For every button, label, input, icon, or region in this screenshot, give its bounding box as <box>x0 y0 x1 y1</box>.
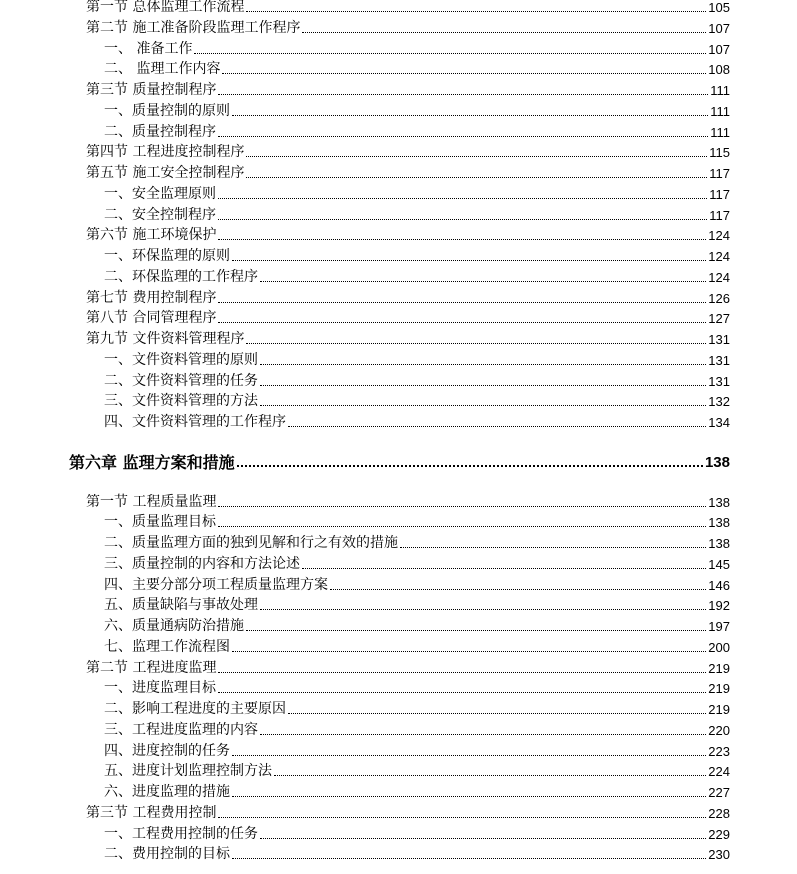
toc-entry-row <box>86 656 730 677</box>
toc-entry-title: 一、安全监理原则 <box>104 185 216 202</box>
toc-entry[interactable] <box>0 306 797 327</box>
toc-entry-title: 六、进度监理的措施 <box>104 784 230 800</box>
toc-entry-row <box>86 801 730 822</box>
toc-page-number: 227 <box>708 785 730 800</box>
toc-entry[interactable] <box>0 635 797 656</box>
toc-entry[interactable] <box>0 593 797 614</box>
dot-leader <box>400 546 706 548</box>
toc-entry[interactable] <box>0 510 797 531</box>
toc-entry-title: 二、影响工程进度的主要原因 <box>104 701 286 717</box>
toc-entry-title: 第五节 施工安全控制程序 <box>86 165 245 181</box>
toc-entry-title: 二、环保监理的工作程序 <box>104 268 258 285</box>
toc-page-number: 131 <box>708 352 730 368</box>
toc-entry-row <box>104 593 730 614</box>
dot-leader <box>232 795 706 797</box>
toc-entry-row <box>104 99 730 120</box>
toc-entry-row <box>104 510 730 531</box>
toc-entry[interactable] <box>0 552 797 573</box>
dot-leader <box>218 238 706 240</box>
toc-entry[interactable] <box>0 531 797 552</box>
toc-entry[interactable] <box>0 822 797 843</box>
toc-page-number: 111 <box>710 124 730 140</box>
dot-leader <box>218 505 706 507</box>
toc-page-number: 132 <box>708 394 730 410</box>
toc-entry-row <box>104 265 730 286</box>
toc-entry-title: 一、工程费用控制的任务 <box>104 825 258 842</box>
dot-leader <box>218 321 706 323</box>
toc-entry[interactable] <box>0 801 797 822</box>
toc-page-number: 131 <box>708 373 730 389</box>
toc-page-number: 224 <box>708 764 730 780</box>
toc-page-number: 192 <box>708 598 730 614</box>
toc-entry-title: 一、文件资料管理的原则 <box>104 351 258 368</box>
toc-entry-row <box>86 490 730 511</box>
toc-page-number: 229 <box>708 826 730 842</box>
dot-leader <box>218 135 708 137</box>
toc-entry-row <box>104 822 730 843</box>
dot-leader <box>246 176 707 178</box>
toc-page-number: 124 <box>708 269 730 285</box>
toc-entry-title: 二、费用控制的目标 <box>104 846 230 863</box>
toc-entry-row <box>104 369 730 390</box>
dot-leader <box>194 52 706 54</box>
dot-leader <box>232 259 706 261</box>
toc-entry-row <box>86 306 730 327</box>
toc-entry-title: 五、进度计划监理控制方法 <box>104 763 272 780</box>
toc-page-number: 108 <box>708 62 730 78</box>
toc-entry[interactable] <box>0 182 797 203</box>
dot-leader <box>218 816 706 818</box>
dot-leader <box>260 837 706 839</box>
toc-entry[interactable] <box>0 16 797 37</box>
dot-leader <box>288 712 706 714</box>
dot-leader <box>260 280 706 282</box>
toc-entry[interactable] <box>0 57 797 78</box>
toc-entry[interactable] <box>0 718 797 739</box>
dot-leader <box>302 567 706 569</box>
dot-leader <box>222 72 706 74</box>
dot-leader <box>246 342 706 344</box>
toc-page-number: 200 <box>708 639 730 655</box>
toc-entry-row <box>104 348 730 369</box>
toc-entry-title: 二、安全控制程序 <box>104 206 216 223</box>
toc-entry-row <box>86 327 730 348</box>
toc-entry-row <box>86 161 730 182</box>
toc-entry-title: 第六章 监理方案和措施 <box>69 452 235 472</box>
toc-entry-row <box>104 389 730 410</box>
dot-leader <box>237 464 703 467</box>
toc-entry-title: 四、主要分部分项工程质量监理方案 <box>104 576 328 593</box>
toc-entry-title: 五、质量缺陷与事故处理 <box>104 597 258 614</box>
toc-entry-title: 三、文件资料管理的方法 <box>104 393 258 410</box>
dot-leader <box>218 671 706 673</box>
dot-leader <box>232 754 706 756</box>
toc-page-number: 138 <box>708 515 730 531</box>
toc-entry[interactable] <box>0 244 797 265</box>
toc-entry-title: 四、文件资料管理的工作程序 <box>104 414 286 430</box>
toc-entry[interactable] <box>0 739 797 760</box>
toc-page-number: 124 <box>708 228 730 244</box>
toc-entry[interactable] <box>0 759 797 780</box>
toc-entry-title: 一、进度监理目标 <box>104 680 216 697</box>
toc-entry[interactable] <box>0 120 797 141</box>
toc-page-number: 127 <box>708 311 730 327</box>
toc-page-number: 134 <box>708 415 730 430</box>
toc-page-number: 117 <box>709 186 730 202</box>
toc-entry-title: 第四节 工程进度控制程序 <box>86 144 245 161</box>
toc-entry[interactable] <box>0 676 797 697</box>
toc-entry-title: 第七节 费用控制程序 <box>86 289 217 306</box>
toc-entry[interactable] <box>0 780 797 801</box>
toc-page-number: 105 <box>708 0 730 15</box>
toc-entry-title: 第三节 质量控制程序 <box>86 82 217 98</box>
toc-entry-title: 第一节 总体监理工作流程 <box>86 0 245 15</box>
toc-page-number: 138 <box>708 494 730 510</box>
toc-entry-title: 一、环保监理的原则 <box>104 248 230 264</box>
toc-entry-row <box>86 140 730 161</box>
toc-page-number: 117 <box>709 207 730 223</box>
toc-page-number: 145 <box>708 556 730 572</box>
toc-page-number: 115 <box>709 145 730 161</box>
toc-page-number: 219 <box>708 681 730 697</box>
toc-entry[interactable] <box>0 573 797 594</box>
toc-entry-row <box>104 57 730 78</box>
toc-entry[interactable] <box>0 203 797 224</box>
toc-entry-title: 二、质量控制程序 <box>104 123 216 140</box>
dot-leader <box>260 404 706 406</box>
toc-entry-title: 二、质量监理方面的独到见解和行之有效的措施 <box>104 535 398 551</box>
toc-entry[interactable] <box>0 140 797 161</box>
toc-page-number: 197 <box>708 619 730 634</box>
toc-page-number: 219 <box>708 702 730 717</box>
toc-entry-title: 二、 监理工作内容 <box>104 61 221 78</box>
toc-entry-title: 第八节 合同管理程序 <box>86 310 217 327</box>
toc-page-number: 111 <box>710 103 730 119</box>
toc-entry-row <box>104 120 730 141</box>
toc-entry-row <box>86 223 730 244</box>
toc-entry-title: 第三节 工程费用控制 <box>86 804 217 821</box>
toc-entry-row <box>104 37 730 58</box>
toc-entry[interactable] <box>0 490 797 511</box>
dot-leader <box>260 363 706 365</box>
toc-entry[interactable] <box>0 842 797 863</box>
toc-entry-title: 一、 准备工作 <box>104 40 193 57</box>
toc-page-number: 107 <box>708 41 730 57</box>
toc-page-number: 117 <box>709 166 730 181</box>
toc-page-number: 223 <box>708 743 730 759</box>
toc-entry-title: 一、质量监理目标 <box>104 514 216 531</box>
toc-entry-title: 七、监理工作流程图 <box>104 638 230 655</box>
toc-entry-row <box>104 573 730 594</box>
dot-leader <box>232 857 706 859</box>
toc-entry[interactable] <box>0 369 797 390</box>
toc-page-number: 107 <box>708 20 730 36</box>
toc-entry-title: 第二节 工程进度监理 <box>86 659 217 676</box>
toc-entry-row <box>104 244 730 265</box>
toc-entry[interactable] <box>0 286 797 307</box>
toc-page-number: 220 <box>708 722 730 738</box>
toc-entry-row <box>86 0 730 16</box>
toc-entry-row <box>104 676 730 697</box>
dot-leader <box>218 691 706 693</box>
dot-leader <box>232 114 708 116</box>
toc-page-number: 131 <box>708 332 730 347</box>
toc-entry[interactable] <box>0 656 797 677</box>
dot-leader <box>302 31 706 33</box>
dot-leader <box>330 588 706 590</box>
dot-leader <box>260 733 706 735</box>
toc-entry-row <box>104 739 730 760</box>
toc-page-number: 124 <box>708 249 730 264</box>
toc-page-number: 230 <box>708 847 730 863</box>
toc-entry-row <box>86 286 730 307</box>
toc-entry-row <box>104 552 730 573</box>
dot-leader <box>218 525 706 527</box>
toc-entry[interactable] <box>0 327 797 348</box>
toc-page-number: 146 <box>708 577 730 593</box>
toc-entry-row <box>104 780 730 801</box>
toc-entry-title: 第九节 文件资料管理程序 <box>86 331 245 347</box>
toc-entry[interactable] <box>0 223 797 244</box>
toc-entry[interactable] <box>0 348 797 369</box>
toc-entry[interactable] <box>0 265 797 286</box>
toc-entry[interactable] <box>0 389 797 410</box>
toc-entry-title: 第一节 工程质量监理 <box>86 493 217 510</box>
toc-entry-row <box>86 16 730 37</box>
toc-entry-row <box>104 531 730 552</box>
dot-leader <box>218 301 706 303</box>
toc-entry[interactable] <box>0 78 797 99</box>
dot-leader <box>246 629 706 631</box>
toc-entry[interactable] <box>0 0 797 16</box>
dot-leader <box>232 650 706 652</box>
toc-entry[interactable] <box>0 99 797 120</box>
toc-entry-title: 四、进度控制的任务 <box>104 742 230 759</box>
toc-entry[interactable] <box>0 697 797 718</box>
toc-entry-title: 第二节 施工准备阶段监理工作程序 <box>86 19 301 36</box>
toc-entry-title: 六、质量通病防治措施 <box>104 618 244 634</box>
toc-entry-row <box>104 697 730 718</box>
toc-page-number: 138 <box>708 536 730 551</box>
toc-entry-title: 第六节 施工环境保护 <box>86 227 217 244</box>
toc-chapter-entry[interactable] <box>0 451 797 472</box>
toc-entry-row <box>86 78 730 99</box>
toc-entry-row <box>104 614 730 635</box>
toc-entry[interactable] <box>0 161 797 182</box>
toc-entry-row <box>104 759 730 780</box>
dot-leader <box>260 384 706 386</box>
dot-leader <box>246 155 707 157</box>
toc-page-number: 219 <box>708 660 730 676</box>
toc-entry-title: 一、质量控制的原则 <box>104 102 230 119</box>
toc-entry[interactable] <box>0 614 797 635</box>
toc-entry-row <box>104 842 730 863</box>
dot-leader <box>218 93 708 95</box>
toc-entry-title: 二、文件资料管理的任务 <box>104 372 258 389</box>
dot-leader <box>288 425 706 427</box>
toc-entry[interactable] <box>0 37 797 58</box>
toc-page-number: 228 <box>708 805 730 821</box>
toc-entry-row <box>104 635 730 656</box>
toc-entry[interactable] <box>0 410 797 431</box>
dot-leader <box>274 774 706 776</box>
toc-entry-row <box>104 203 730 224</box>
toc-entry-row <box>104 182 730 203</box>
toc-page-number: 126 <box>708 290 730 306</box>
toc-entry-row <box>104 718 730 739</box>
toc-page-number: 138 <box>704 453 730 471</box>
dot-leader <box>246 10 706 12</box>
dot-leader <box>260 608 706 610</box>
toc-entry-row <box>69 451 730 472</box>
toc-entry-row <box>104 410 730 431</box>
dot-leader <box>218 197 707 199</box>
toc-entry-title: 三、质量控制的内容和方法论述 <box>104 555 300 572</box>
toc-entry-title: 三、工程进度监理的内容 <box>104 721 258 738</box>
dot-leader <box>218 218 707 220</box>
toc-page-number: 111 <box>710 83 730 98</box>
